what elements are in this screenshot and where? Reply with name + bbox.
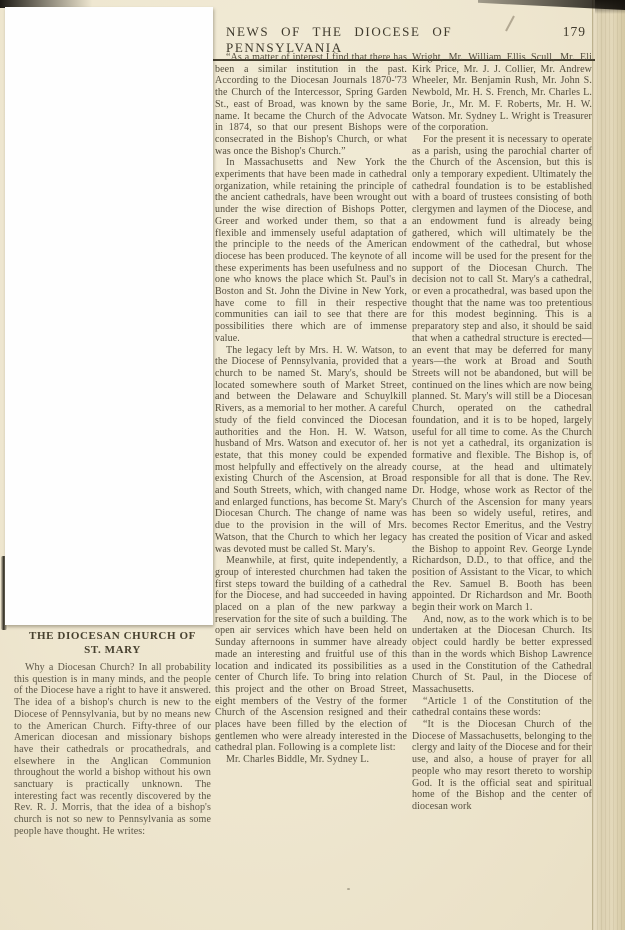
blank-cover-sheet — [5, 7, 213, 625]
paragraph: In Massachusetts and New York the experiments that have been made in cathedral organization, while retaining the principle of the ancient cathedrals, have been wrought out under the wise direction of Bishops Potter, Greer and worked under them, so that a flexible and immensely useful adaptation of the principle to the needs of the American diocese has been produced. The keynote of all these experiments has been usefulness and no one who knows the place which St. Paul's in Boston and St. John the Divine in New York, have come to fill in their respective communities can iail to see that there are possibilities there which are of immense value. — [215, 157, 407, 344]
middle-column — [215, 52, 407, 766]
paragraph: “Article 1 of the Constitution of the cathedral contains these words: — [412, 695, 592, 719]
paragraph: Meanwhile, at first, quite independently, a group of interested churchmen had taken the first steps toward the building of a cathedral for the Diocese, and had succeeded in having placed on a plan of the new parkway a reservation for the site of such a building. The open air services which have been held on Sunday afternoons in summer have already made an interesting and fruitful use of this location and indicated its possibilities as a center of Church life. To bring into relation this project and the other on Broad Street, eight members of the Vestry of the former Church of the Ascension resigned and their places have been filled by the election of gentlemen who were already interested in the cathedral plan. Following is a complete list: — [215, 555, 407, 754]
paragraph: Mr. Charles Biddle, Mr. Sydney L. — [226, 754, 370, 766]
paragraph: The legacy left by Mrs. H. W. Watson, to the Diocese of Pennsylvania, provided that a church to be named St. Mary's, should be located somewhere south of Market Street, and between the Delaware and Schuylkill Rivers, as a memorial to her mother. A careful study of the field convinced the Diocesan authorities and the Hon. H. W. Watson, husband of Mrs. Watson and executor of. her estate, that this money could be expended most helpfully and effectively on the already existing Church of the Ascension, at Broad and South Streets, which, with changed name and enlarged functions, has become St. Mary's Diocesan Church. The change of name was due to the provision in the will of Mrs. Watson, that the Church to which her legacy was devoted must be called St. Mary's. — [215, 344, 407, 555]
scan-shadow-top-right — [478, 0, 625, 10]
left-column — [14, 630, 211, 838]
page-number: 179 — [562, 24, 586, 39]
right-column — [412, 52, 592, 813]
paragraph: Why a Diocesan Church? In all probability this question is in many minds, and the people of the Diocese have a right to have it answered. The idea of a bishop's church is new to the Diocese of Pennsylvania, but by no means new to the American Church. Fifty-three of our American diocesan and missionary bishops have their cathedrals or procathedrals, and elsewhere in the Anglican Communion throughout the world a bishop without his own sanctuary is practically unknown. The interesting fact was recently discovered by the Rev. R. J. Morris, that the idea of a bishop's church is not so new to Pennsylvania as some people have thought. He writes: — [14, 662, 211, 837]
paragraph: “As a matter of interest I find that there has been a similar institution in the past. According to the Diocesan Journals 1870-'73 the Church of the Intercessor, Spring Garden St., east of Broad, was known by the same name. It became the Church of the Advocate in 1874, so that our present Bishops were consecrated in the Bishop's Church, or what was once the Bishop's Church.” — [215, 52, 407, 157]
page-header-title: NEWS OF THE DIOCESE OF PENNSYLVANIA — [226, 24, 453, 55]
paragraph: And, now, as to the work which is to be undertaken at the Diocesan Church. Its object could hardly be better expressed than in the words which Bishop Lawrence used in the Constitution of the Cathedral Church of St. Paul, in the Diocese of Massachusetts. — [412, 613, 592, 695]
ink-speck — [347, 888, 350, 890]
paragraph: For the present it is necessary to operate as a parish, using the parochial charter of the Church of the Ascension, but this is only a temporary expedient. Ultimately the cathedral foundation is to be established with a board of trustees consisting of both clergymen and laymen of the Diocese, and an endowment fund is already being gathered, which will ultimately be the endowment of the cathedral, but whose income will be used for the present for the support of the Diocesan Church. The decision not to call St. Mary's a cathedral, or even a procathedral, was based upon the thought that the name was too pretentious for this modest beginning. This is a preparatory step and also, it should be said that when a cathedral structure is erected—an event that may be deferred for many years—the work at Broad and South Streets will not be abandoned, but will be continued on the lines which are now being planned. St. Mary's will still be a Diocesan Church, operated on the cathedral foundation, and it is to be hoped, largely useful for all time to come. As the Church is not yet a cathedral, its organization is formative and flexible. The Bishop is, of course, at the head and ultimately responsible for all that is done. The Rev. Dr. Hodge, whose work as Rector of the Church of the Ascension for many years has been so widely useful, retires, and becomes Rector Emeritus, and the Vestry has created the position of Vicar and asked the Bishop to appoint Rev. George Lynde Richardson, D.D., to that office, and the position of Assistant to the Vicar, to which the Rev. Samuel B. Booth has been appointed. Dr Richardson and Mr. Booth begin their work on March 1. — [412, 133, 592, 614]
paragraph: Wright, Mr. William Ellis Scull, Mr. Eli Kirk Price, Mr. J. J. Collier, Mr. Andrew Wheeler, Mr. Benjamin Rush, Mr. John S. Newbold, Mr. H. S. French, Mr. Charles L. Borie, Jr., Mr. M. F. Roberts, Mr. H. W. Watson. Mr. Sydney L. Wright is Treasurer of the corporation. — [412, 52, 592, 134]
book-page-edge — [592, 0, 625, 930]
paragraph: “It is the Diocesan Church of the Diocese of Massachusetts, belonging to the clergy and laity of the Diocese and for their use, and also, a house of prayer for all people who may resort thereto to worship God. It is the official seat and spiritual home of the Bishop and the center of diocesan work — [412, 719, 592, 812]
section-heading-line1: THE DIOCESAN CHURCH OF — [29, 630, 196, 642]
section-heading — [14, 630, 211, 657]
section-heading-line2: ST. MARY — [84, 643, 141, 656]
